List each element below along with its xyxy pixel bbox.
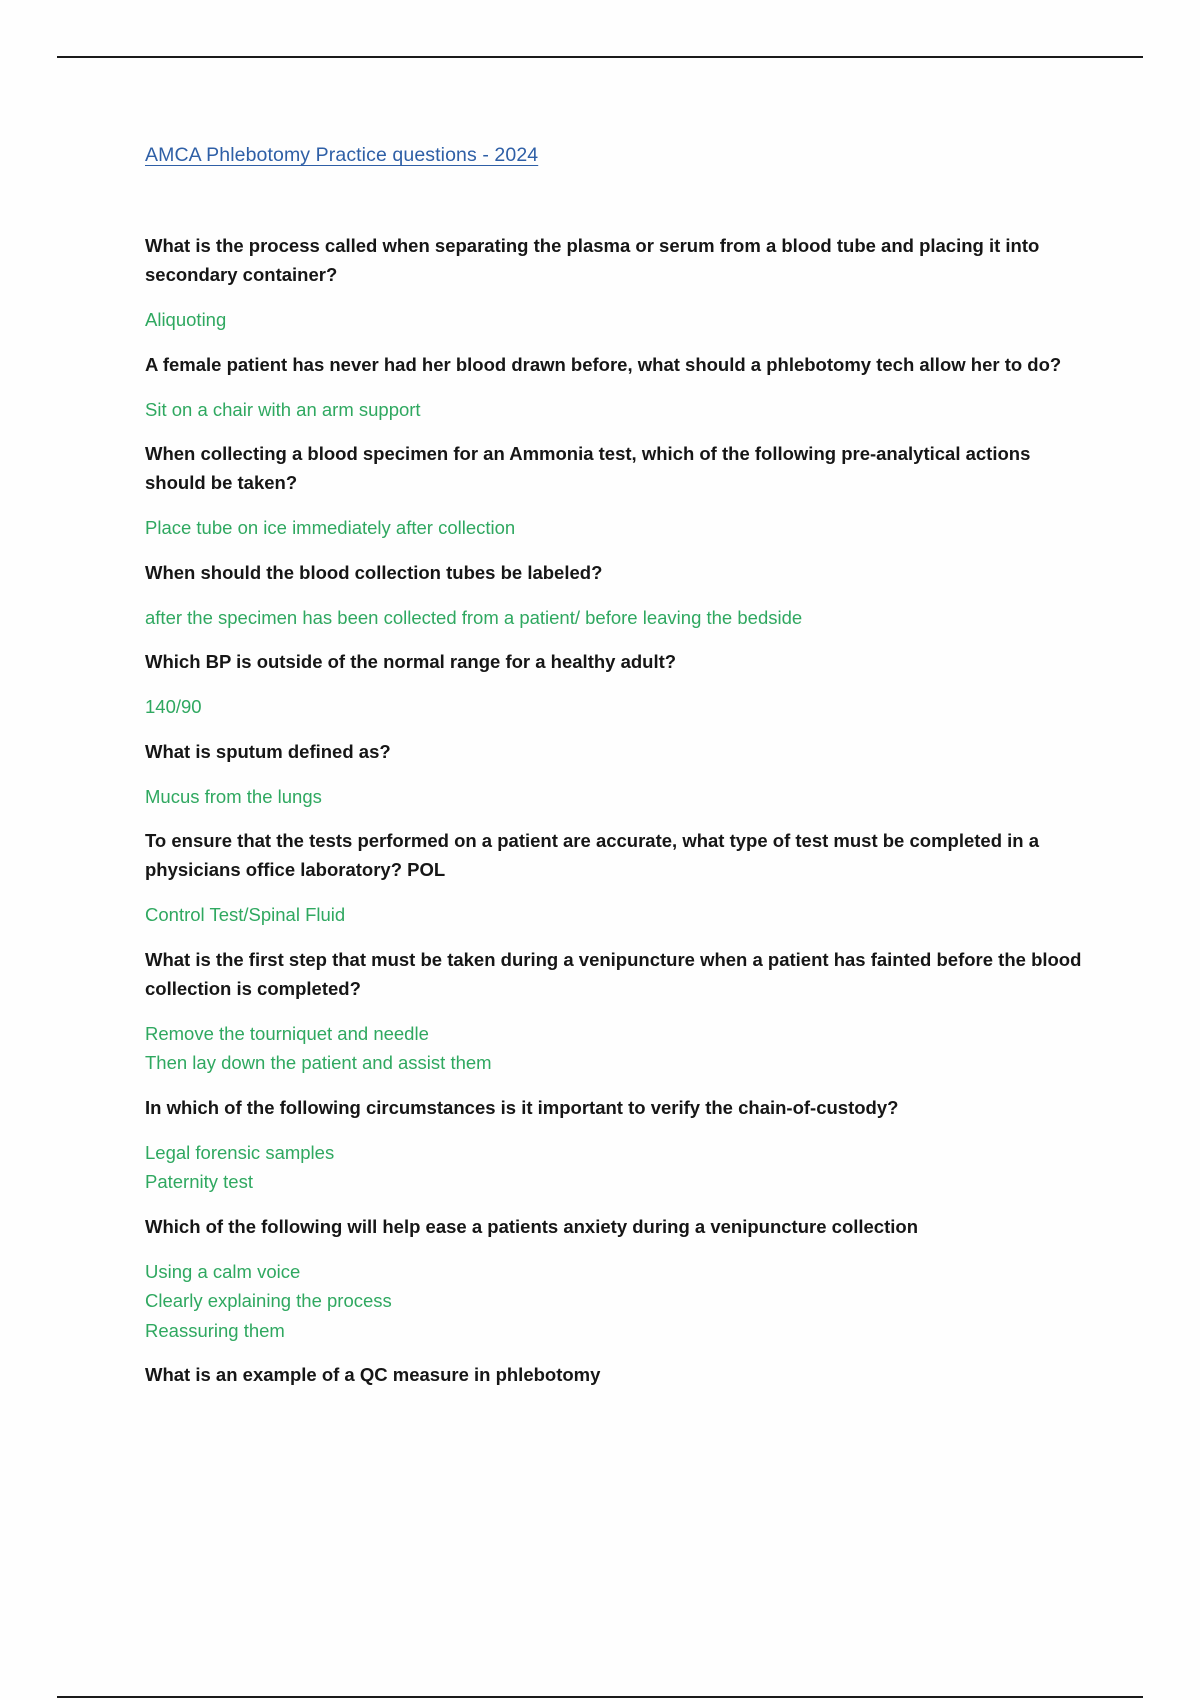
qa-item xyxy=(145,1093,1090,1197)
question-text: What is the process called when separating the plasma or serum from a blood tube and placing it into secondary container? xyxy=(145,235,1040,285)
qa-item xyxy=(145,647,1090,722)
question-text: When should the blood collection tubes be labeled? xyxy=(145,561,603,583)
question-text: Which BP is outside of the normal range for a healthy adult? xyxy=(145,651,677,672)
answer-text xyxy=(145,305,1090,335)
question-text: When collecting a blood specimen for an Ammonia test, which of the following pre-analytical actions should be taken? xyxy=(145,443,1031,493)
answer-line: Sit on a chair with an arm support xyxy=(145,398,421,420)
qa-item xyxy=(145,350,1090,425)
answer-text xyxy=(145,603,1090,633)
qa-item xyxy=(145,737,1090,812)
answer-line: Reassuring them xyxy=(145,1319,285,1341)
answer-text xyxy=(145,900,1090,930)
answer-text xyxy=(145,1019,1090,1078)
question-text: In which of the following circumstances is it important to verify the chain-of-custody? xyxy=(145,1096,899,1118)
answer-line: 140/90 xyxy=(145,696,202,717)
footer-rule xyxy=(57,1696,1143,1698)
answer-text xyxy=(145,1257,1090,1346)
answer-text xyxy=(145,513,1090,543)
qa-item xyxy=(145,1360,1090,1389)
question-text: A female patient has never had her blood drawn before, what should a phlebotomy tech allow her to do? xyxy=(145,353,1062,375)
answer-line: Then lay down the patient and assist them xyxy=(145,1052,492,1073)
answer-line: Aliquoting xyxy=(145,309,227,330)
answer-line: Using a calm voice xyxy=(145,1260,301,1282)
qa-item xyxy=(145,558,1090,633)
qa-item xyxy=(145,1212,1090,1346)
answer-line: Clearly explaining the process xyxy=(145,1290,392,1311)
answer-text xyxy=(145,395,1090,425)
question-text: What is the first step that must be taken during a venipuncture when a patient has fainted before the blood collection is completed? xyxy=(145,948,1082,999)
answer-text xyxy=(145,692,1090,722)
answer-line: Remove the tourniquet and needle xyxy=(145,1022,429,1044)
document-body xyxy=(145,144,1090,1405)
answer-line: Place tube on ice immediately after collection xyxy=(145,517,516,538)
answer-text xyxy=(145,782,1090,812)
qa-item xyxy=(145,826,1090,930)
answer-line: Control Test/Spinal Fluid xyxy=(145,904,346,925)
document-title-link[interactable]: AMCA Phlebotomy Practice questions - 2024 xyxy=(145,144,539,166)
answer-line: after the specimen has been collected from a patient/ before leaving the bedside xyxy=(145,606,803,628)
answer-text xyxy=(145,1138,1090,1197)
answer-line: Legal forensic samples xyxy=(145,1141,335,1163)
qa-item xyxy=(145,231,1090,335)
question-text: What is an example of a QC measure in phlebotomy xyxy=(145,1364,601,1385)
qa-item xyxy=(145,439,1090,543)
answer-line: Paternity test xyxy=(145,1171,253,1192)
answer-line: Mucus from the lungs xyxy=(145,785,322,807)
header-rule xyxy=(57,56,1143,58)
question-text: Which of the following will help ease a patients anxiety during a venipuncture collection xyxy=(145,1215,918,1237)
question-text: To ensure that the tests performed on a patient are accurate, what type of test must be completed in a physicians office laboratory? POL xyxy=(145,830,1040,880)
question-text: What is sputum defined as? xyxy=(145,740,391,762)
qa-item xyxy=(145,945,1090,1078)
